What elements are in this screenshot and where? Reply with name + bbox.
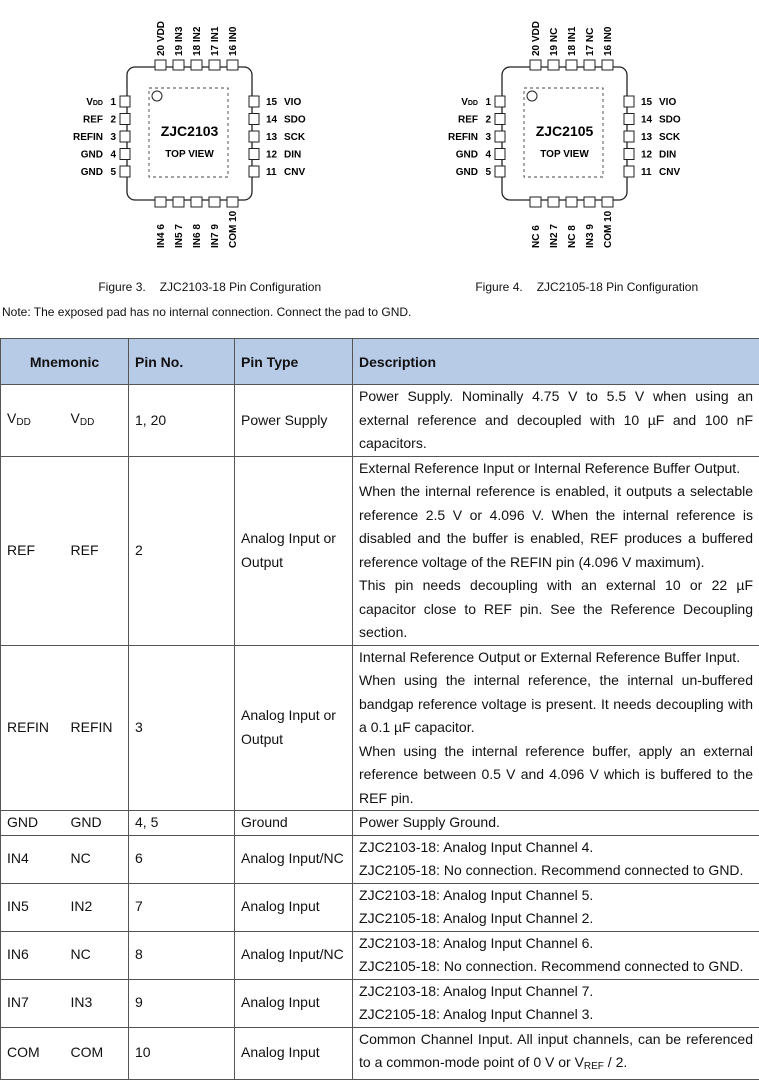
mnemonic-zjc2105 bbox=[65, 385, 129, 457]
mnemonic-zjc2105-text: REF bbox=[71, 542, 99, 558]
pin-pad bbox=[530, 197, 541, 207]
pin-pad bbox=[495, 131, 505, 142]
pin-pad bbox=[602, 197, 613, 207]
description-paragraph: ZJC2105-18: Analog Input Channel 2. bbox=[359, 907, 753, 931]
mnemonic-zjc2103-text: REFIN bbox=[7, 719, 49, 735]
table-row bbox=[1, 811, 759, 836]
chip-name: ZJC2103 bbox=[161, 123, 219, 139]
pin-number: 12 bbox=[641, 150, 653, 161]
pin-label: VDD bbox=[86, 97, 103, 108]
pin-pad bbox=[530, 60, 541, 70]
mnemonic-zjc2103 bbox=[1, 883, 65, 931]
pin-number: 2 bbox=[485, 115, 491, 126]
mnemonic-zjc2103-subscript: DD bbox=[16, 417, 30, 428]
description-cell bbox=[353, 979, 759, 1027]
pin-pad bbox=[249, 96, 259, 107]
description-paragraph: ZJC2103-18: Analog Input Channel 5. bbox=[359, 884, 753, 908]
pin-number-cell: 2 bbox=[129, 456, 235, 645]
pin-number-cell: 7 bbox=[129, 883, 235, 931]
description-paragraph: Internal Reference Output or External Reference Buffer Input. bbox=[359, 646, 753, 670]
header-mnemonic: Mnemonic bbox=[1, 339, 129, 385]
pin-label: 20 VDD bbox=[531, 21, 542, 56]
pin-label: COM 10 bbox=[228, 210, 239, 248]
pin-pad bbox=[249, 166, 259, 177]
pin-label: IN3 9 bbox=[585, 224, 596, 248]
mnemonic-zjc2103 bbox=[1, 385, 65, 457]
description-cell bbox=[353, 931, 759, 979]
description-cell bbox=[353, 385, 759, 457]
description-paragraph: When the internal reference is enabled, it outputs a selectable reference 2.5 V or 4.096 V. When the internal reference is disabled and the buffer is enabled, REF produces a buffered reference voltage of the REFIN pin (4.096 V maximum). bbox=[359, 480, 753, 574]
pin-number: 4 bbox=[485, 150, 491, 161]
pin-pad bbox=[624, 131, 634, 142]
pin-label: VIO bbox=[284, 97, 301, 108]
pin-type-cell: Analog Input bbox=[235, 979, 353, 1027]
mnemonic-zjc2103-text: GND bbox=[7, 814, 38, 830]
pin-diagram-zjc2103 bbox=[0, 0, 380, 260]
mnemonic-zjc2105-text: REFIN bbox=[71, 719, 113, 735]
pin-label: VDD bbox=[461, 97, 478, 108]
description-cell bbox=[353, 1027, 759, 1079]
mnemonic-zjc2105-text: V bbox=[71, 410, 80, 426]
pin-pad bbox=[209, 60, 220, 70]
description-paragraph: ZJC2105-18: No connection. Recommend connected to GND. bbox=[359, 859, 753, 883]
pin-label: IN6 8 bbox=[192, 224, 203, 248]
pin-label: 18 IN1 bbox=[567, 26, 578, 56]
pin-label: SDO bbox=[284, 115, 306, 126]
mnemonic-zjc2103-text: IN4 bbox=[7, 850, 29, 866]
mnemonic-zjc2105 bbox=[65, 931, 129, 979]
pin-number-cell: 1, 20 bbox=[129, 385, 235, 457]
pin-pad bbox=[120, 149, 130, 160]
pin-type-cell: Analog Input or Output bbox=[235, 456, 353, 645]
pin-number: 12 bbox=[266, 150, 278, 161]
pin-label: GND bbox=[456, 150, 478, 161]
mnemonic-zjc2103 bbox=[1, 645, 65, 811]
mnemonic-zjc2103 bbox=[1, 979, 65, 1027]
pin-pad bbox=[548, 60, 559, 70]
pin-label: IN2 7 bbox=[549, 224, 560, 248]
pin-type-cell: Power Supply bbox=[235, 385, 353, 457]
pin-type-cell: Analog Input or Output bbox=[235, 645, 353, 811]
pin-label: 17 NC bbox=[585, 28, 596, 56]
pin-label: 16 IN0 bbox=[228, 26, 239, 56]
mnemonic-zjc2105 bbox=[65, 645, 129, 811]
mnemonic-zjc2103-text: IN5 bbox=[7, 898, 29, 914]
pin-number-cell: 3 bbox=[129, 645, 235, 811]
pin-label: DIN bbox=[284, 150, 301, 161]
pin-type-cell: Analog Input bbox=[235, 1027, 353, 1079]
pin-label: IN4 6 bbox=[156, 224, 167, 248]
pin-pad bbox=[120, 166, 130, 177]
pin-number: 5 bbox=[485, 167, 491, 178]
pin-number: 2 bbox=[110, 115, 116, 126]
chip-view-label: TOP VIEW bbox=[540, 149, 589, 160]
description-paragraph: When using the internal reference, the internal un-buffered bandgap reference voltage is present. It needs decoupling with a 0.1 µF capacitor. bbox=[359, 669, 753, 740]
description-cell bbox=[353, 645, 759, 811]
pin-pad bbox=[227, 60, 238, 70]
pin-pad bbox=[191, 60, 202, 70]
pin-label: 17 IN1 bbox=[210, 26, 221, 56]
exposed-pad-note: Note: The exposed pad has no internal connection. Connect the pad to GND. bbox=[2, 305, 411, 319]
description-paragraph: Power Supply Ground. bbox=[359, 811, 753, 835]
pin-type-cell: Analog Input/NC bbox=[235, 835, 353, 883]
pin-type-cell: Analog Input bbox=[235, 883, 353, 931]
pin-number: 14 bbox=[641, 115, 653, 126]
pin-label: REF bbox=[83, 115, 103, 126]
pin-number: 11 bbox=[266, 167, 277, 178]
pin-label: 19 IN3 bbox=[174, 26, 185, 56]
pin-pad bbox=[120, 114, 130, 125]
pin-number: 15 bbox=[641, 97, 653, 108]
pin-number: 5 bbox=[110, 167, 116, 178]
table-row bbox=[1, 456, 759, 645]
pin-label: 18 IN2 bbox=[192, 26, 203, 56]
mnemonic-zjc2105-text: NC bbox=[71, 850, 91, 866]
pin-label: REF bbox=[458, 115, 478, 126]
pin-config-figure-3 bbox=[0, 0, 380, 300]
pin-label-subscript: DD bbox=[93, 100, 103, 107]
pin-label: NC 8 bbox=[567, 225, 578, 248]
pin-label: GND bbox=[81, 167, 103, 178]
pin-label: NC 6 bbox=[531, 225, 542, 248]
pin-number: 3 bbox=[485, 132, 491, 143]
pin-pad bbox=[624, 166, 634, 177]
table-row bbox=[1, 1027, 759, 1079]
description-paragraph: ZJC2103-18: Analog Input Channel 7. bbox=[359, 980, 753, 1004]
mnemonic-zjc2103 bbox=[1, 1027, 65, 1079]
description-paragraph: ZJC2105-18: No connection. Recommend connected to GND. bbox=[359, 955, 753, 979]
header-description: Description bbox=[353, 339, 759, 385]
pin-pad bbox=[249, 114, 259, 125]
figure-caption-text: ZJC2103-18 Pin Configuration bbox=[160, 280, 321, 294]
figure-caption bbox=[85, 266, 321, 308]
pin-function-table bbox=[0, 338, 759, 1080]
mnemonic-zjc2103-text: IN6 bbox=[7, 946, 29, 962]
mnemonic-zjc2105 bbox=[65, 1027, 129, 1079]
pin-label: COM 10 bbox=[603, 210, 614, 248]
pin-label: GND bbox=[456, 167, 478, 178]
mnemonic-zjc2105 bbox=[65, 979, 129, 1027]
mnemonic-zjc2105-subscript: DD bbox=[80, 417, 94, 428]
figure-caption-label: Figure 3. bbox=[98, 280, 145, 294]
mnemonic-zjc2105 bbox=[65, 811, 129, 836]
pin-1-marker bbox=[527, 91, 537, 101]
pin-pad bbox=[566, 60, 577, 70]
pin-number: 13 bbox=[266, 132, 278, 143]
pin-label: 20 VDD bbox=[156, 21, 167, 56]
pin-label: 16 IN0 bbox=[603, 26, 614, 56]
description-subscript: REF bbox=[584, 1061, 604, 1072]
table-row bbox=[1, 645, 759, 811]
table-row bbox=[1, 835, 759, 883]
pin-number: 15 bbox=[266, 97, 278, 108]
pin-pad bbox=[249, 131, 259, 142]
pin-diagram-zjc2105 bbox=[375, 0, 755, 260]
description-text: / 2. bbox=[604, 1054, 627, 1070]
pin-pad bbox=[155, 60, 166, 70]
mnemonic-zjc2103 bbox=[1, 811, 65, 836]
pin-label: DIN bbox=[659, 150, 676, 161]
pin-number: 11 bbox=[641, 167, 652, 178]
pin-pad bbox=[120, 96, 130, 107]
pin-number-cell: 8 bbox=[129, 931, 235, 979]
mnemonic-zjc2105-text: IN3 bbox=[71, 994, 93, 1010]
pin-number: 3 bbox=[110, 132, 116, 143]
mnemonic-zjc2105-text: COM bbox=[71, 1044, 104, 1060]
table-row bbox=[1, 979, 759, 1027]
pin-label: SCK bbox=[659, 132, 681, 143]
mnemonic-zjc2103 bbox=[1, 931, 65, 979]
mnemonic-zjc2105 bbox=[65, 835, 129, 883]
mnemonic-zjc2103-text: COM bbox=[7, 1044, 40, 1060]
description-paragraph: This pin needs decoupling with an external 10 or 22 µF capacitor close to REF pin. See the Reference Decoupling section. bbox=[359, 574, 753, 645]
pin-pad bbox=[624, 149, 634, 160]
pin-number: 1 bbox=[485, 97, 491, 108]
pin-label: IN7 9 bbox=[210, 224, 221, 248]
mnemonic-zjc2103 bbox=[1, 835, 65, 883]
pin-label: SDO bbox=[659, 115, 681, 126]
mnemonic-zjc2105-text: IN2 bbox=[71, 898, 93, 914]
pin-label: VIO bbox=[659, 97, 676, 108]
pin-label: CNV bbox=[659, 167, 680, 178]
pin-pad bbox=[495, 96, 505, 107]
pin-type-cell: Analog Input/NC bbox=[235, 931, 353, 979]
description-cell bbox=[353, 456, 759, 645]
pin-1-marker bbox=[152, 91, 162, 101]
pin-pad bbox=[155, 197, 166, 207]
pin-number-cell: 9 bbox=[129, 979, 235, 1027]
pin-pad bbox=[584, 197, 595, 207]
mnemonic-zjc2103-text: IN7 bbox=[7, 994, 29, 1010]
chip-name: ZJC2105 bbox=[536, 123, 594, 139]
description-paragraph: Power Supply. Nominally 4.75 V to 5.5 V when using an external reference and decoupled with 10 µF and 100 nF capacitors. bbox=[359, 385, 753, 456]
pin-number-cell: 10 bbox=[129, 1027, 235, 1079]
header-pin-no: Pin No. bbox=[129, 339, 235, 385]
figure-caption-text: ZJC2105-18 Pin Configuration bbox=[537, 280, 698, 294]
pin-pad bbox=[584, 60, 595, 70]
pin-pad bbox=[624, 114, 634, 125]
pin-pad bbox=[173, 60, 184, 70]
description-cell bbox=[353, 811, 759, 836]
mnemonic-zjc2103-text: V bbox=[7, 410, 16, 426]
table-row bbox=[1, 931, 759, 979]
table-row bbox=[1, 883, 759, 931]
mnemonic-zjc2105 bbox=[65, 883, 129, 931]
pin-number: 14 bbox=[266, 115, 278, 126]
pin-pad bbox=[249, 149, 259, 160]
table-row bbox=[1, 385, 759, 457]
mnemonic-zjc2103-text: REF bbox=[7, 542, 35, 558]
figure-caption-label: Figure 4. bbox=[475, 280, 522, 294]
pin-pad bbox=[495, 166, 505, 177]
pin-number: 1 bbox=[110, 97, 116, 108]
pin-pad bbox=[566, 197, 577, 207]
pin-pad bbox=[624, 96, 634, 107]
mnemonic-zjc2103 bbox=[1, 456, 65, 645]
mnemonic-zjc2105 bbox=[65, 456, 129, 645]
pin-pad bbox=[120, 131, 130, 142]
pin-number-cell: 6 bbox=[129, 835, 235, 883]
pin-number: 13 bbox=[641, 132, 653, 143]
description-text: Common Channel Input. All input channels, can be referenced to a common-mode point of 0 V or V bbox=[359, 1031, 753, 1071]
pin-label: 19 NC bbox=[549, 28, 560, 56]
pin-pad bbox=[495, 149, 505, 160]
description-paragraph: External Reference Input or Internal Reference Buffer Output. bbox=[359, 457, 753, 481]
pin-label: CNV bbox=[284, 167, 305, 178]
pin-label: REFIN bbox=[73, 132, 103, 143]
pin-type-cell: Ground bbox=[235, 811, 353, 836]
pin-pad bbox=[495, 114, 505, 125]
pin-label: IN5 7 bbox=[174, 224, 185, 248]
header-pin-type: Pin Type bbox=[235, 339, 353, 385]
description-paragraph: ZJC2103-18: Analog Input Channel 4. bbox=[359, 836, 753, 860]
pin-number: 4 bbox=[110, 150, 116, 161]
pin-label-subscript: DD bbox=[468, 100, 478, 107]
pin-pad bbox=[548, 197, 559, 207]
description-paragraph: ZJC2105-18: Analog Input Channel 3. bbox=[359, 1003, 753, 1027]
description-paragraph bbox=[359, 1028, 753, 1079]
description-cell bbox=[353, 835, 759, 883]
pin-pad bbox=[227, 197, 238, 207]
pin-pad bbox=[173, 197, 184, 207]
pin-pad bbox=[191, 197, 202, 207]
description-paragraph: When using the internal reference buffer, apply an external reference between 0.5 V and 4.096 V which is buffered to the REF pin. bbox=[359, 740, 753, 811]
description-paragraph: ZJC2103-18: Analog Input Channel 6. bbox=[359, 932, 753, 956]
pin-pad bbox=[209, 197, 220, 207]
pin-label: SCK bbox=[284, 132, 306, 143]
figure-caption bbox=[462, 266, 698, 308]
mnemonic-zjc2105-text: NC bbox=[71, 946, 91, 962]
chip-view-label: TOP VIEW bbox=[165, 149, 214, 160]
pin-config-figure-4 bbox=[375, 0, 755, 300]
table-header-row bbox=[1, 339, 759, 385]
description-cell bbox=[353, 883, 759, 931]
pin-pad bbox=[602, 60, 613, 70]
mnemonic-zjc2105-text: GND bbox=[71, 814, 102, 830]
pin-label: GND bbox=[81, 150, 103, 161]
pin-number-cell: 4, 5 bbox=[129, 811, 235, 836]
pin-label: REFIN bbox=[448, 132, 478, 143]
